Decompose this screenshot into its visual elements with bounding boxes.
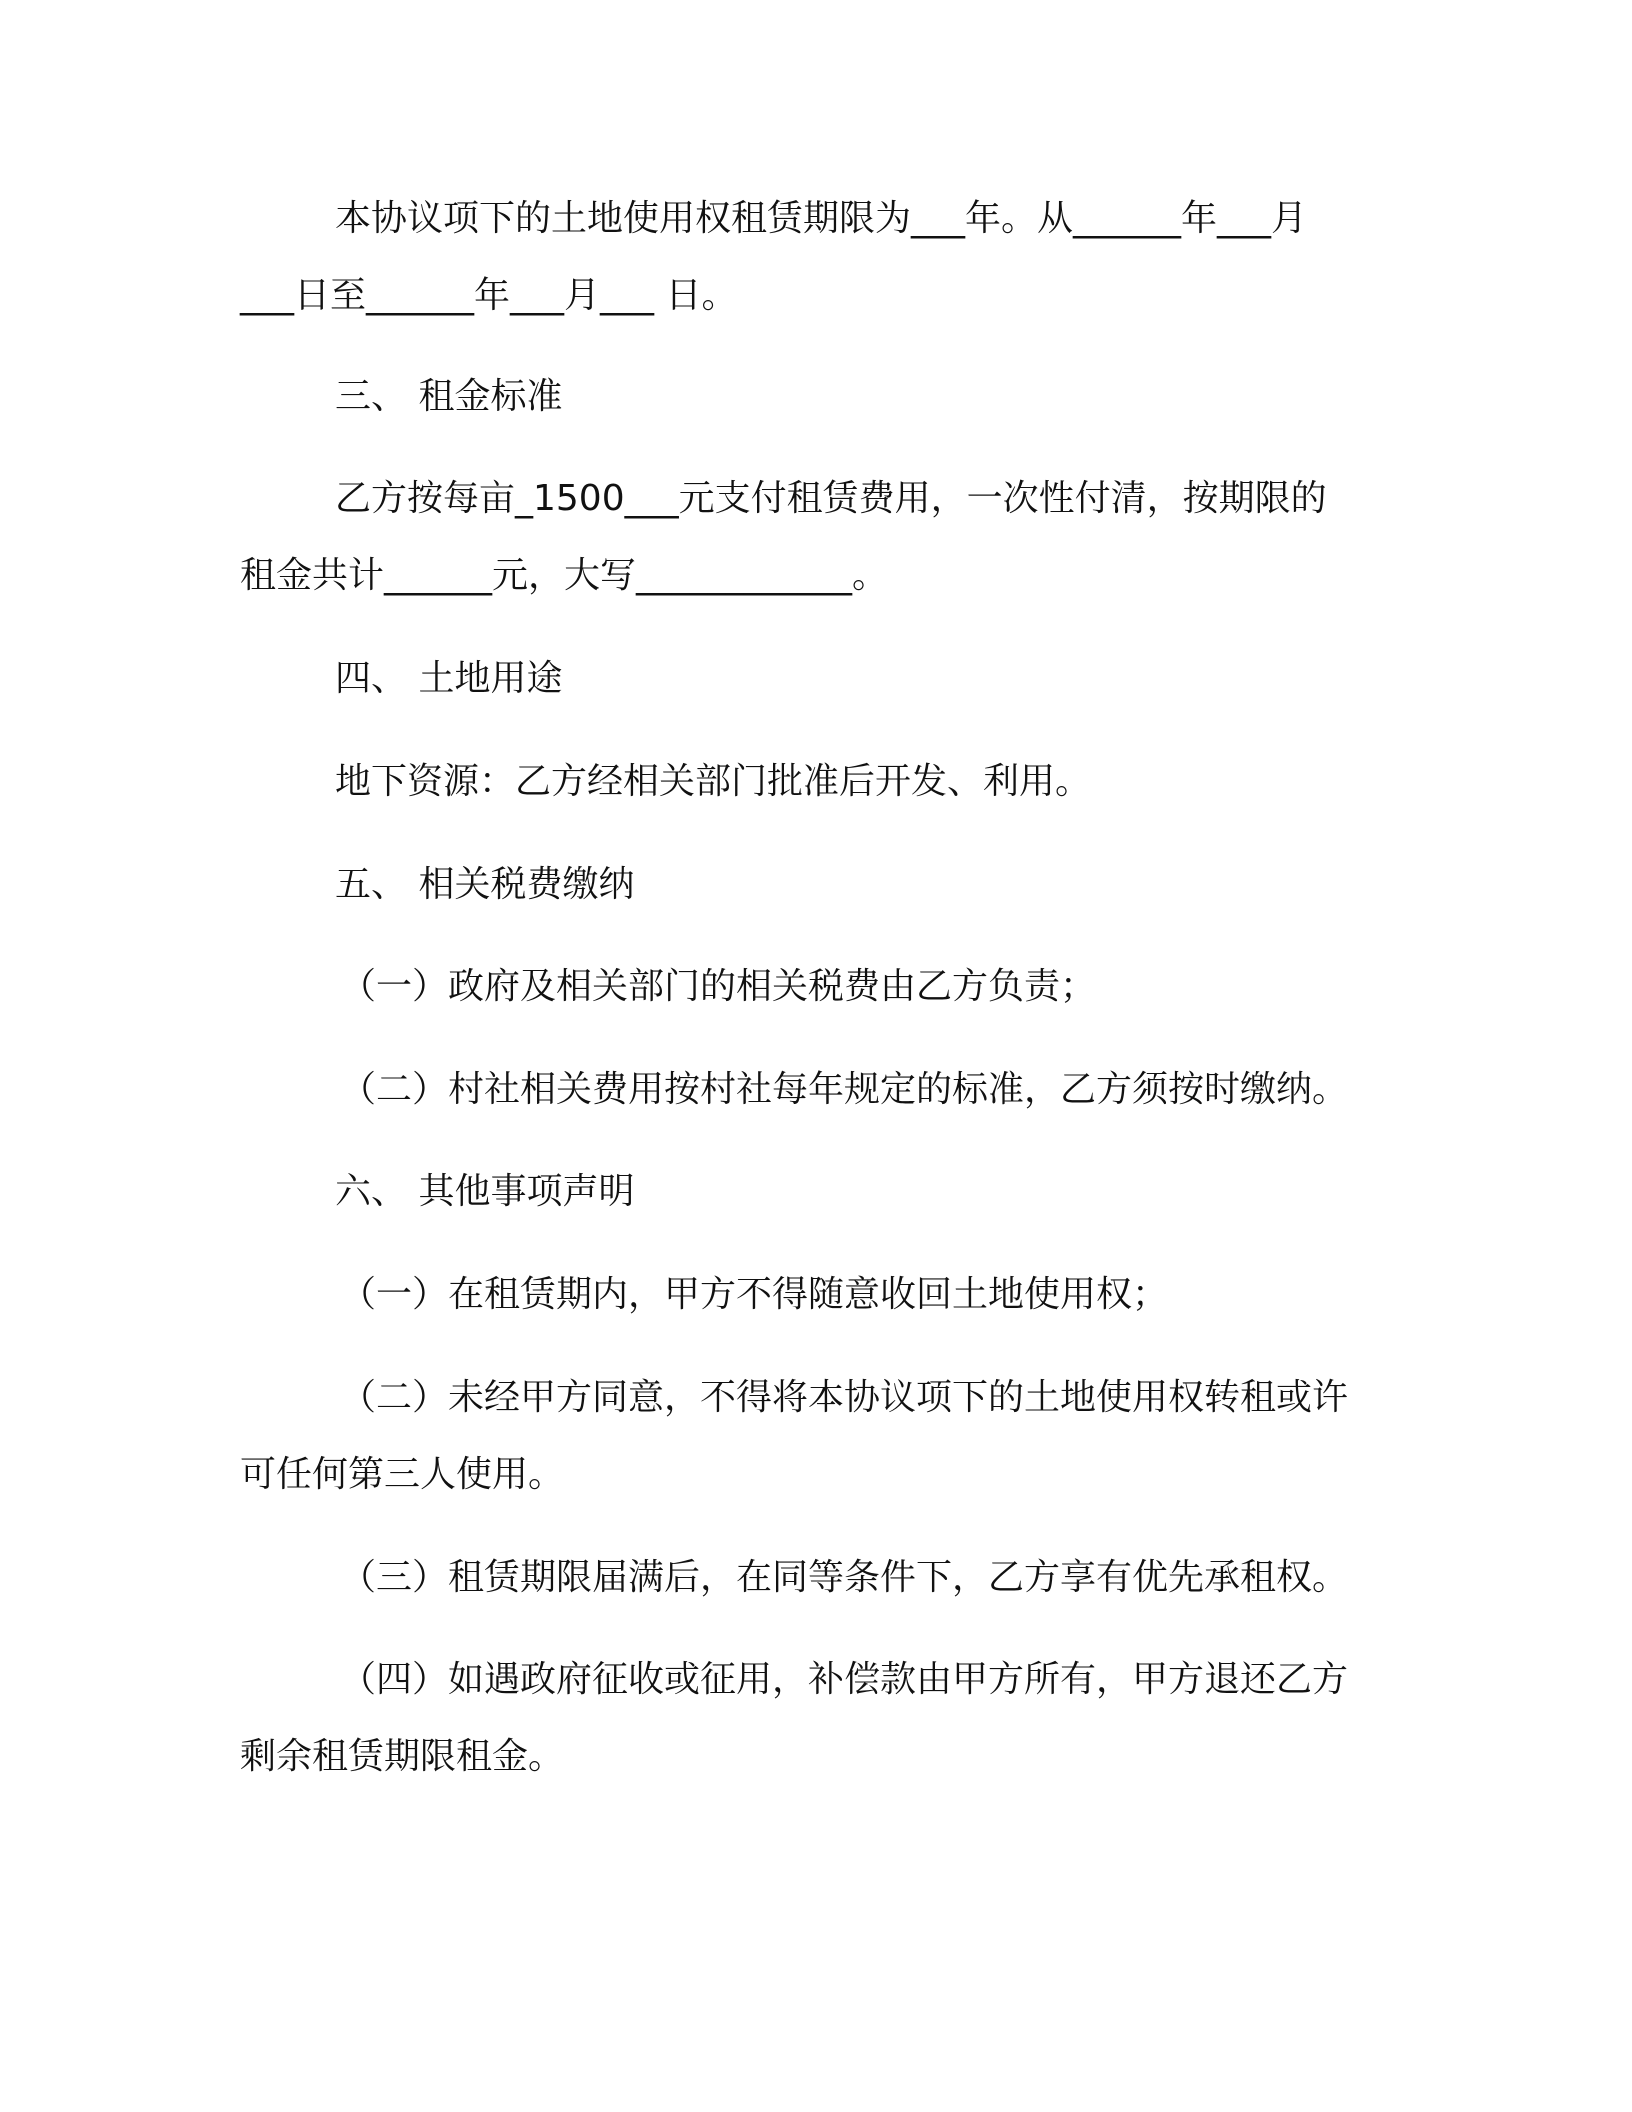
heading-taxes xyxy=(240,846,1400,923)
lease-term-line-1: 本协议项下的土地使用权租赁期限为___年。从______年___月 xyxy=(335,198,1308,239)
paragraph-other-item-3 xyxy=(240,1539,1400,1616)
paragraph-rent-payment xyxy=(240,460,1400,614)
other-item-2-line-1: （二）未经甲方同意，不得将本协议项下的土地使用权转租或许 xyxy=(340,1377,1349,1418)
heading-rent-standard xyxy=(240,358,1400,435)
tax-item-2-text: （二）村社相关费用按村社每年规定的标准，乙方须按时缴纳。 xyxy=(340,1069,1349,1110)
heading-other-matters xyxy=(240,1153,1400,1230)
paragraph-underground-resources xyxy=(240,743,1400,820)
paragraph-other-item-2 xyxy=(240,1359,1400,1513)
paragraph-other-item-1 xyxy=(240,1256,1400,1333)
other-item-2-line-2: 可任何第三人使用。 xyxy=(240,1454,565,1495)
other-item-4-line-2: 剩余租赁期限租金。 xyxy=(240,1736,565,1777)
tax-item-1-text: （一）政府及相关部门的相关税费由乙方负责； xyxy=(340,966,1097,1007)
heading-land-use xyxy=(240,640,1400,717)
heading-other-matters-text: 六、 其他事项声明 xyxy=(335,1171,635,1212)
heading-taxes-text: 五、 相关税费缴纳 xyxy=(335,864,635,905)
heading-land-use-text: 四、 土地用途 xyxy=(335,658,563,699)
paragraph-tax-item-1 xyxy=(240,948,1400,1025)
paragraph-other-item-4 xyxy=(240,1641,1400,1795)
lease-term-line-2: ___日至______年___月___ 日。 xyxy=(240,275,738,316)
other-item-4-line-1: （四）如遇政府征收或征用，补偿款由甲方所有，甲方退还乙方 xyxy=(340,1659,1349,1700)
other-item-3-text: （三）租赁期限届满后，在同等条件下，乙方享有优先承租权。 xyxy=(340,1557,1349,1598)
heading-rent-standard-text: 三、 租金标准 xyxy=(335,376,563,417)
rent-payment-line-2: 租金共计______元，大写____________。 xyxy=(240,555,889,596)
underground-resources-text: 地下资源：乙方经相关部门批准后开发、利用。 xyxy=(335,761,1092,802)
other-item-1-text: （一）在租赁期内，甲方不得随意收回土地使用权； xyxy=(340,1274,1169,1315)
rent-payment-line-1: 乙方按每亩_1500___元支付租赁费用，一次性付清，按期限的 xyxy=(335,478,1327,519)
paragraph-lease-term xyxy=(240,180,1400,334)
paragraph-tax-item-2 xyxy=(240,1051,1400,1128)
